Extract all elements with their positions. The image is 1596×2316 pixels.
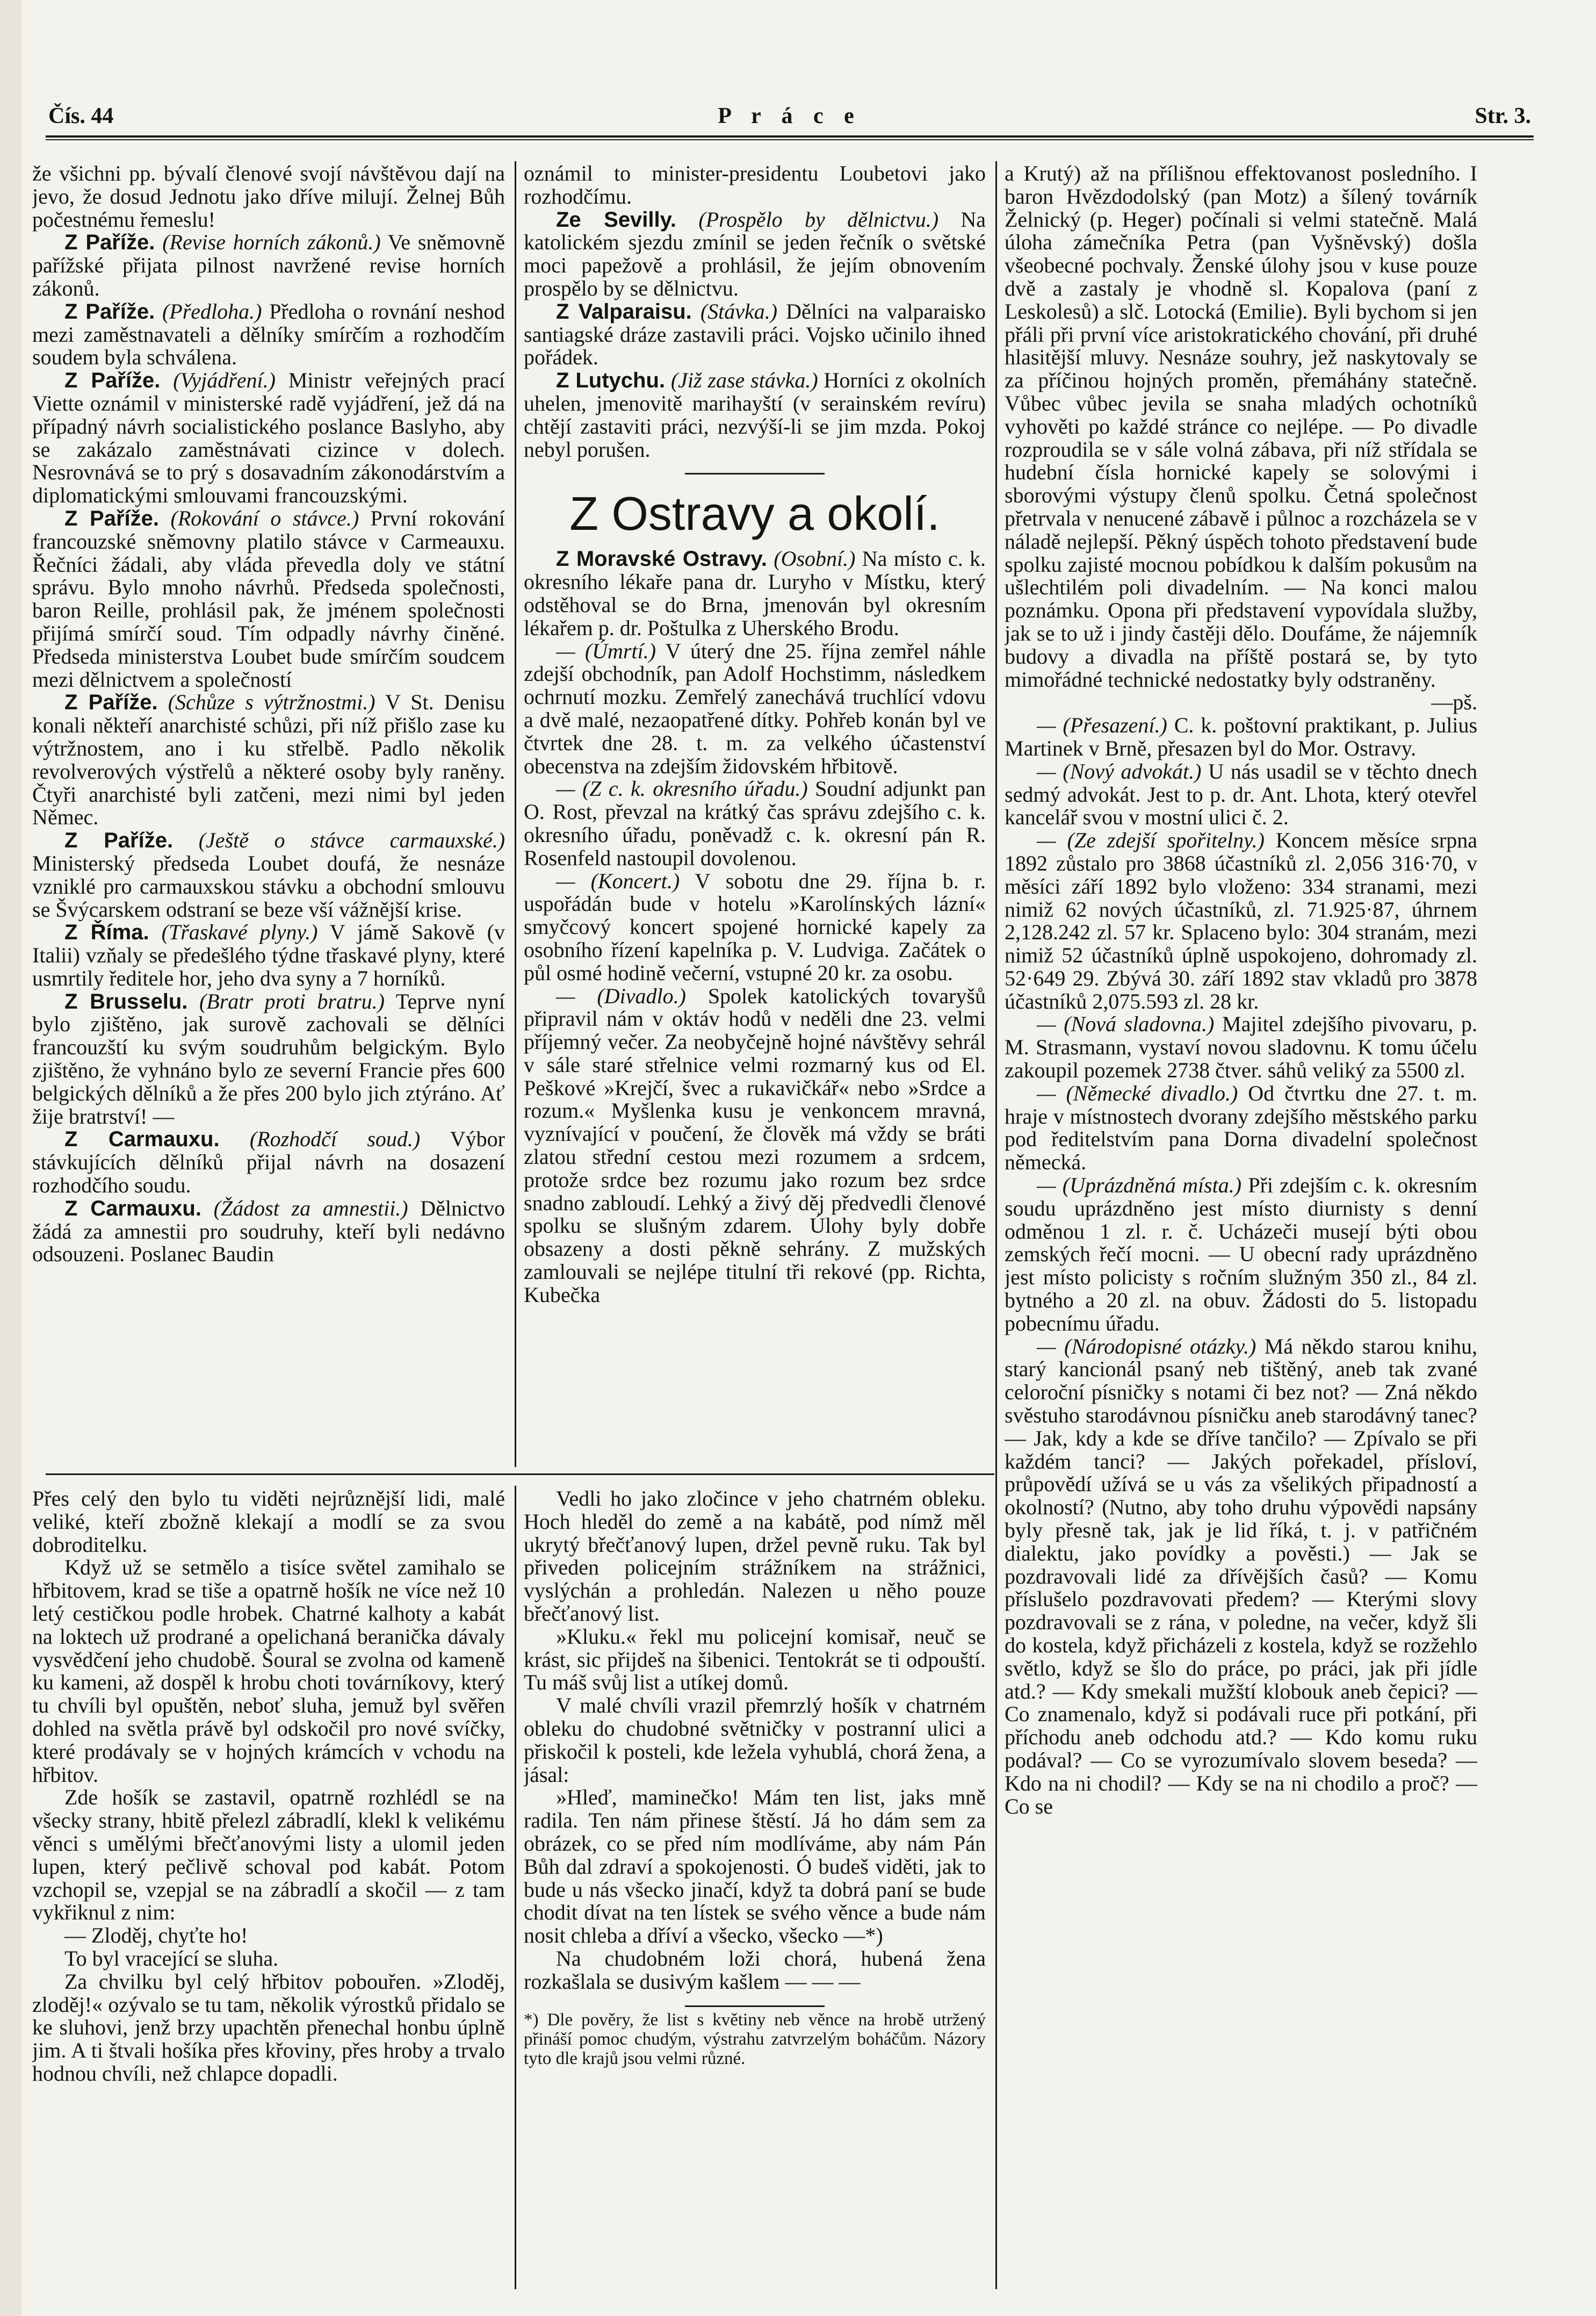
item-place: Z Lutychu. xyxy=(556,369,666,393)
story-paragraph: — Zloděj, chyťte ho! xyxy=(64,1923,248,1948)
news-item xyxy=(524,208,986,300)
story-paragraph: Vedli ho jako zločince v jeho chatrném obleku. Hoch hleděl do země a na kabátě, pod nímž měl ukrytý břečťanový lupen, držel pevně ruku. Tak byl přiveden policejním strážníkem na strážnici, vyslýchán a prohledán. Nalezen u něho pouze břečťanový list. xyxy=(524,1487,986,1625)
item-heading: — (Divadlo.) xyxy=(556,983,686,1008)
item-place: Z Říma. xyxy=(64,920,149,945)
item-text: Dělnictvo žádá za amnestii pro soudruhy, kteří byli nedávno odsouzeni. Poslanec Baudin xyxy=(32,1196,505,1267)
item-heading: (Již zase stávka.) xyxy=(670,368,818,393)
news-item xyxy=(524,640,986,778)
story-paragraph: »Kluku.« řekl mu policejní komisař, neuč se krást, sic přijdeš na šibenici. Tentokrát se ti odpouští. Tu máš svůj list a utíkej domů. xyxy=(524,1624,986,1695)
column-rule xyxy=(995,161,997,2289)
news-item xyxy=(1005,1082,1477,1174)
story-paragraph: Když už se setmělo a tisíce světel zamihalo se hřbitovem, krad se tiše a opatrně hošík ne více než 10 letý cestičkou podle hrobek. Chatrné kalhoty a kabát na loktech už prodrané a opelichaná beranička dávaly vysvědčení jeho chudobě. Šoural se zvolna od kameně ku kameni, až dospěl k hrobu choti továrníkovy, který tu chvíli byl opuštěn, neboť sluha, jemuž byl svěřen dohled na světla právě byl odskočil pro nové svíčky, které prodávaly se v hojných krámcích v vchodu na hřbitov. xyxy=(32,1555,505,1787)
news-item xyxy=(524,778,986,869)
item-heading: — (Z c. k. okresního úřadu.) xyxy=(556,776,808,801)
news-item xyxy=(1005,1013,1477,1082)
news-item xyxy=(1005,829,1477,1013)
local-news-column-right xyxy=(1005,162,1477,2290)
item-text: Na místo c. k. okresního lékaře pana dr. Luryho v Místku, který odstěhoval se do Brna, jmenován byl okresním lékařem p. dr. Poštulka z Uherského Brodu. xyxy=(524,546,986,640)
page-edge xyxy=(0,0,21,2316)
item-text: Ministr veřejných prací Viette oznámil v ministerské radě vyjádření, jež dá na případný návrh socialistického poslance Baslyho, aby se zakázalo zaměstnávati cizince v dolech. Nesrovnává se to prý s dosavadním zákonodárstvím a diplomatickými smlouvami francouzskými. xyxy=(32,368,505,508)
item-heading: — (Úmrtí.) xyxy=(556,638,656,663)
news-item xyxy=(524,300,986,369)
item-heading: (Schůze s výtržnostmi.) xyxy=(168,690,375,715)
item-heading: — (Národopisné otázky.) xyxy=(1037,1334,1256,1358)
news-item xyxy=(524,548,986,639)
story-column-left xyxy=(32,1487,505,2288)
item-heading: (Ještě o stávce carmauxské.) xyxy=(198,828,505,853)
item-text: Výbor stávkujících dělníků přijal návrh na dosazení rozhodčího soudu. xyxy=(32,1127,505,1198)
news-item xyxy=(524,870,986,985)
item-heading: (Osobní.) xyxy=(774,546,856,571)
masthead-title: P r á c e xyxy=(718,104,862,128)
item-text: C. k. poštovní praktikant, p. Julius Martinek v Brně, přesazen byl do Mor. Ostravy. xyxy=(1005,713,1477,760)
section-headline: Z Ostravy a okolí. xyxy=(569,487,940,541)
item-text: Při zdejším c. k. okresním soudu uprázdněno jest místo diurnisty s denní odměnou 1 zl. r. č. Ucházeči musejí býti obou zemských řečí mocni. — U obecní rady uprázdněno jest místo policisty s ročním služným 350 zl., 84 zl. bytného a 20 zl. na obuv. Žádosti do 5. listopadu pobecnímu úřadu. xyxy=(1005,1173,1477,1335)
item-text: U nás usadil se v těchto dnech sedmý advokát. Jest to p. dr. Ant. Lhota, který otevřel kancelář svou v mostní ulici č. 2. xyxy=(1005,759,1477,830)
item-place: Z Moravské Ostravy. xyxy=(556,547,767,571)
item-place: Z Valparaisu. xyxy=(556,299,692,323)
news-item xyxy=(32,1128,505,1197)
item-text: Soudní adjunkt pan O. Rost, převzal na krátký čas správu zdejšího c. k. okresního úřadu, poněvadž c. k. okresní pán R. Rosenfeld nastoupil dovolenou. xyxy=(524,776,986,870)
story-column-right xyxy=(524,1487,986,2288)
item-heading: — (Koncert.) xyxy=(556,868,680,893)
item-text: V úterý dne 25. října zemřel náhle zdejší obchodník, pan Adolf Hochstimm, následkem ochrnutí mozku. Zemřelý zanechává truchlící vdovu a dvě malé, nezaopatřené dítky. Pohřeb konán byl ve čtvrtek dne 28. t. m. za velkého účastenství obecenstva na zdejším židovském hřbitově. xyxy=(524,638,986,778)
news-item xyxy=(524,985,986,1307)
news-item xyxy=(32,1197,505,1266)
item-heading: (Stávka.) xyxy=(700,299,778,323)
item-text: Předloha o rovnání neshod mezi zaměstnavateli a dělníky smírčím a rozhodčím soudem byla schválena. xyxy=(32,299,505,370)
item-place: Z Carmauxu. xyxy=(64,1196,201,1220)
news-item xyxy=(32,990,505,1128)
local-news-column xyxy=(524,162,986,1468)
item-place: Z Paříže. xyxy=(64,369,161,393)
item-text: Majitel zdejšího pivovaru, p. M. Strasmann, vystaví novou sladovnu. K tomu účelu zakoupil pozemek 2738 čtver. sáhů veliký za 5500 zl. xyxy=(1005,1012,1477,1083)
news-item xyxy=(32,300,505,369)
article-text: a Krutý) až na přílišnou effektovanost posledního. I baron Hvězdodolský (pan Motz) a šílený továrník Želnický (p. Heger) počínali si velmi statečně. Malá úloha zámečníka Petra (pan Vyšněvský) došla všeobecné pochvaly. Ženské úlohy jsou v kuse pouze dvě a zastaly je vhodně sl. Kopalova (paní z Leskolesů) a slč. Lotocká (Emilie). Byli bychom si jen přáli při první více aristokratického chování, při druhé hlasitější mluvy. Nesnáze souhry, jež naskytovaly se za příčinou hojných proměn, přemáhány statečně. Vůbec vůbec jevila se snaha mladých ochotníků vyhověti po každé stránce co nejlépe. — Po divadle rozproudila se v sále volná zábava, při níž střídala se hudební čísla hornické kapely se solovými i sborovými výstupy členů spolku. Četná společnost přetrvala v nenucené zábavě i půlnoc a rozcházela se v náladě nejlepší. Pěkný úspěch tohoto představení bude spolku zajisté mocnou pobídkou k dalším pokusům na ušlechtilém poli divadelním. — Na konci malou poznámku. Opona při představení vypovídala služby, jak se to už i jindy častěji dělo. Doufáme, že nájemník budovy a divadla na příště postará se, by tyto mimořádné technické nedostatky byly odstraněny. xyxy=(1005,162,1477,692)
item-text: V jámě Sakově (v Italii) vzňaly se předešlého týdne třaskavé plyny, které usmrtily ředitele hor, jeho dva syny a 7 horníků. xyxy=(32,920,505,990)
news-item xyxy=(1005,1174,1477,1335)
story-paragraph: Zde hošík se zastavil, opatrně rozhlédl se na všecky strany, hbitě přelezl zábradlí, klekl k velikému věnci s umělými břečťanovými listy a ulomil jeden lupen, který pečlivě schoval pod kabát. Potom vzchopil se, vzepjal se na zábradlí a skočil — z tam vykřiknul z nim: xyxy=(32,1785,505,1925)
story-paragraph: Na chudobném loži chorá, hubená žena rozkašlala se dusivým kašlem — — — xyxy=(524,1946,986,1994)
item-heading: — (Ze zdejší spořitelny.) xyxy=(1037,828,1265,853)
item-text: V sobotu dne 29. října b. r. uspořádán bude v hotelu »Karolínských lázní« smyčcový koncert spojené hornické kapely za osobního řízení kapelníka p. V. Ludviga. Začátek o půl osmé hodině večerní, vstupné 20 kr. za osobu. xyxy=(524,868,986,985)
item-heading: — (Přesazení.) xyxy=(1037,713,1167,738)
news-item xyxy=(32,829,505,921)
item-place: Z Paříže. xyxy=(64,231,155,255)
story-paragraph: Za chvilku byl celý hřbitov pobouřen. »Zloděj, zloděj!« ozývalo se tu tam, několik výrostků přidalo se ke sluhovi, jenž brzy upachtěn přenechal honbu úplně jim. A ti štvali hošíka přes křoviny, přes hroby a trvalo hodnou chvíli, než chlapce dopadli. xyxy=(32,1969,505,2085)
footnote: *) Dle pověry, že list s květiny neb věnce na hrobě utržený přináší pomoc chudým, výstrahu zatvrzelým boháčům. Názory tyto dle krajů jsou velmi různé. xyxy=(524,2010,986,2068)
item-text: Od čtvrtku dne 27. t. m. hraje v místnostech dvorany zdejšího městského parku pod ředitelstvím pana Dorna divadelní společnost německá. xyxy=(1005,1081,1477,1175)
article-text: oznámil to minister-presidentu Loubetovi jako rozhodčímu. xyxy=(524,162,986,208)
news-item xyxy=(1005,760,1477,829)
item-place: Ze Sevilly. xyxy=(556,207,677,232)
item-heading: (Třaskavé plyny.) xyxy=(161,920,318,945)
item-text: V St. Denisu konali někteří anarchisté schůzi, při níž přišlo zase ku výtržnostem, ano i ku střelbě. Padlo několik revolverových výstřelů a některé osoby byly raněny. Čtyři anarchisté byli zatčeni, mezi nimi byl jeden Němec. xyxy=(32,690,505,830)
item-text: První rokování francouzské sněmovny platilo stávce v Carmeauxu. Řečníci žádali, aby vláda převedla doly ve státní správu. Bylo mnoho návrhů. Předseda společnosti, baron Reille, prohlásil pak, že jménem společnosti přijímá smírčí soud. Tím odpadly návrhy činěné. Předseda ministerstva Loubet bude smírčím soudcem mezi dělnictvem a společností xyxy=(32,506,505,692)
item-heading: — (Nová sladovna.) xyxy=(1037,1012,1215,1037)
section-divider xyxy=(685,473,825,474)
item-text: Dělníci na valparaisko santiagské dráze zastavili práci. Vojsko učinilo ihned pořádek. xyxy=(524,299,986,370)
item-heading: (Bratr proti bratru.) xyxy=(199,989,385,1013)
column-rule xyxy=(515,1486,516,2289)
story-paragraph: »Hleď, maminečko! Mám ten list, jaks mně radila. Ten nám přinese štěstí. Já ho dám sem za obrázek, co se před ním modlíváme, aby nám Pán Bůh dal zdraví a spokojenosti. Ó budeš viděti, jak to bude u nás všecko jinačí, když ta dobrá paní se bude chodit dívat na ten lístek se svého věnce a bude nám nosit chleba a dříví a všecko, všecko —*) xyxy=(524,1785,986,1948)
item-heading: (Předloha.) xyxy=(162,299,262,323)
item-place: Z Paříže. xyxy=(64,299,155,323)
item-heading: — (Německé divadlo.) xyxy=(1037,1081,1238,1105)
footnote-rule xyxy=(685,2005,825,2007)
story-paragraph: V malé chvíli vrazil přemrzlý hošík v chatrném obleku do chudobné světničky v postranní ulici a přiskočil k posteli, kde ležela vyhublá, chorá žena, a jásal: xyxy=(524,1693,986,1787)
issue-number: Čís. 44 xyxy=(48,104,114,128)
page-number: Str. 3. xyxy=(1475,104,1531,128)
story-paragraph: To byl vracející se sluha. xyxy=(64,1946,279,1970)
item-place: Z Paříže. xyxy=(64,691,158,715)
item-text: Spolek katolických tovaryšů připravil nám v oktáv hodů v neděli dne 23. velmi příjemný večer. Za neobyčejně hojné návštěvy sehrál v sále staré střelnice velmi rozmarný kus od El. Peškové »Krejčí, švec a rukavičkář« nebo »Srdce a rozum.« Myšlenka kusu je venkoncem mravná, vyznívající v poučení, že člověk má vždy se bráti zlatou střední cestou mezi rozumem a srdcem, protože srdce bez rozumu jako rozum bez srdce snadno zabloudí. Lehký a živý děj předvedli členové spolku se slušným zdarem. Úlohy byly dobře obsazeny a dosti pěkně sehrány. Z mužských zamlouvali se nejlépe titulní tři rekové (pp. Richta, Kubečka xyxy=(524,983,986,1307)
item-text: Ministerský předseda Loubet doufá, že nesnáze vzniklé pro carmauxskou stávku a obchodní smlouvu se Švýcarskem odstraní se beze vší vážnější krise. xyxy=(32,851,505,922)
item-heading: (Rozhodčí soud.) xyxy=(249,1127,421,1152)
item-text: Na katolickém sjezdu zmínil se jeden řečník o světské moci papežově a prohlásil, že jejím obnovením prospělo by se dělnictvu. xyxy=(524,207,986,300)
item-place: Z Paříže. xyxy=(64,829,174,853)
item-text: Teprve nyní bylo zjištěno, jak surově zachovali se dělníci francouzští ku svým soudruhům belgickým. Bylo zjištěno, že vyhnáno bylo ze severní Francie přes 600 belgických dělníků a že přes 200 bylo jich ztýráno. Ať žije bratrství! — xyxy=(32,989,505,1128)
item-place: Z Paříže. xyxy=(64,506,160,530)
news-item xyxy=(524,369,986,461)
news-item xyxy=(32,691,505,829)
item-heading: (Rokování o stávce.) xyxy=(170,506,359,530)
section-rule xyxy=(46,1473,994,1475)
news-item xyxy=(1005,714,1477,760)
article-text: že všichni pp. bývalí členové svojí návštěvou dají na jevo, že dosud Jednotu jako dříve milují. Želnej Bůh počestnému řemeslu! xyxy=(32,162,505,232)
news-item xyxy=(32,231,505,300)
item-text: Koncem měsíce srpna 1892 zůstalo pro 3868 účastníků zl. 2,056 316·70, v měsíci září 1892 bylo vloženo: 334 stranami, mezi nimiž 62 nových účastníků, zl. 71.925·87, úhrnem 2,128.242 zl. 57 kr. Splaceno bylo: 304 stranám, mezi nimiž 52 účastníků úplně uspokojeno, dohromady zl. 52·649 29. Zbývá 30. září 1892 stav vkladů pro 3878 účastníků 2,075.593 zl. 28 kr. xyxy=(1005,828,1477,1013)
header-rule-thin xyxy=(46,139,1534,140)
item-place: Z Carmauxu. xyxy=(64,1127,220,1152)
item-heading: (Vyjádření.) xyxy=(173,368,276,393)
item-heading: — (Nový advokát.) xyxy=(1037,759,1202,783)
item-place: Z Brusselu. xyxy=(64,989,188,1013)
header-rule xyxy=(46,135,1534,138)
news-item xyxy=(32,921,505,990)
item-text: Ve sněmovně pařížské přijata pilnost navržené revise horních zákonů. xyxy=(32,230,505,300)
item-text: Horníci z okolních uhelen, jmenovitě marihayští (v serainském revíru) chtějí zastaviti práci, nezvýší-li se jim mzda. Pokoj nebyl porušen. xyxy=(524,368,986,462)
item-heading: (Prospělo by dělnictvu.) xyxy=(698,207,939,232)
story-paragraph: Přes celý den bylo tu viděti nejrůznější lidi, malé veliké, kteří zbožně klekají a modlí se za svou dobroditelku. xyxy=(32,1487,505,1557)
news-item xyxy=(1005,1335,1477,1818)
foreign-news-column xyxy=(32,162,505,1468)
author-signature: —pš. xyxy=(1431,690,1477,715)
item-text: Má někdo starou knihu, starý kancionál psaný neb tištěný, aneb tak zvané celoroční písničky s notami či bez not? — Zná někdo svěstuho starodávnou písničku aneb starodávný tanec? — Jak, kdy a kde se dříve tančilo? — Zpívalo se při každém tanci? — Jakých pořekadel, přísloví, průpovědí užívá se u vás za všelikých připadností a okolností? (Nutno, aby toho druhu výpovědi napsány byly přesně tak, jak je lid říká, t. j. v patřičném dialektu, jako povídky a pověsti.) — Jak se pozdravovali lidé za dřívějších časů? — Komu příslušelo pozdravovati předem? — Kterými slovy pozdravovali se z rána, v poledne, na večer, když šli do kostela, když přicházeli z kostela, když se rozžehlo světlo, když se šlo do práce, po práci, jak při jídle atd.? — Kdy smekali mužští klobouk aneb čepici? — Co znamenalo, když si podávali ruce při potkání, při příchodu aneb odchodu atd.? — Kdo komu ruku podával? — Co se vyrozumívalo slovem beseda? — Kdo na ni chodil? — Kdy se na ni chodilo a proč? — Co se xyxy=(1005,1334,1477,1818)
news-item xyxy=(32,369,505,507)
item-heading: (Revise horních zákonů.) xyxy=(162,230,381,255)
item-heading: — (Uprázdněná místa.) xyxy=(1037,1173,1242,1198)
item-heading: (Žádost za amnestii.) xyxy=(213,1196,408,1220)
news-item xyxy=(32,507,505,691)
column-rule xyxy=(515,161,516,1467)
